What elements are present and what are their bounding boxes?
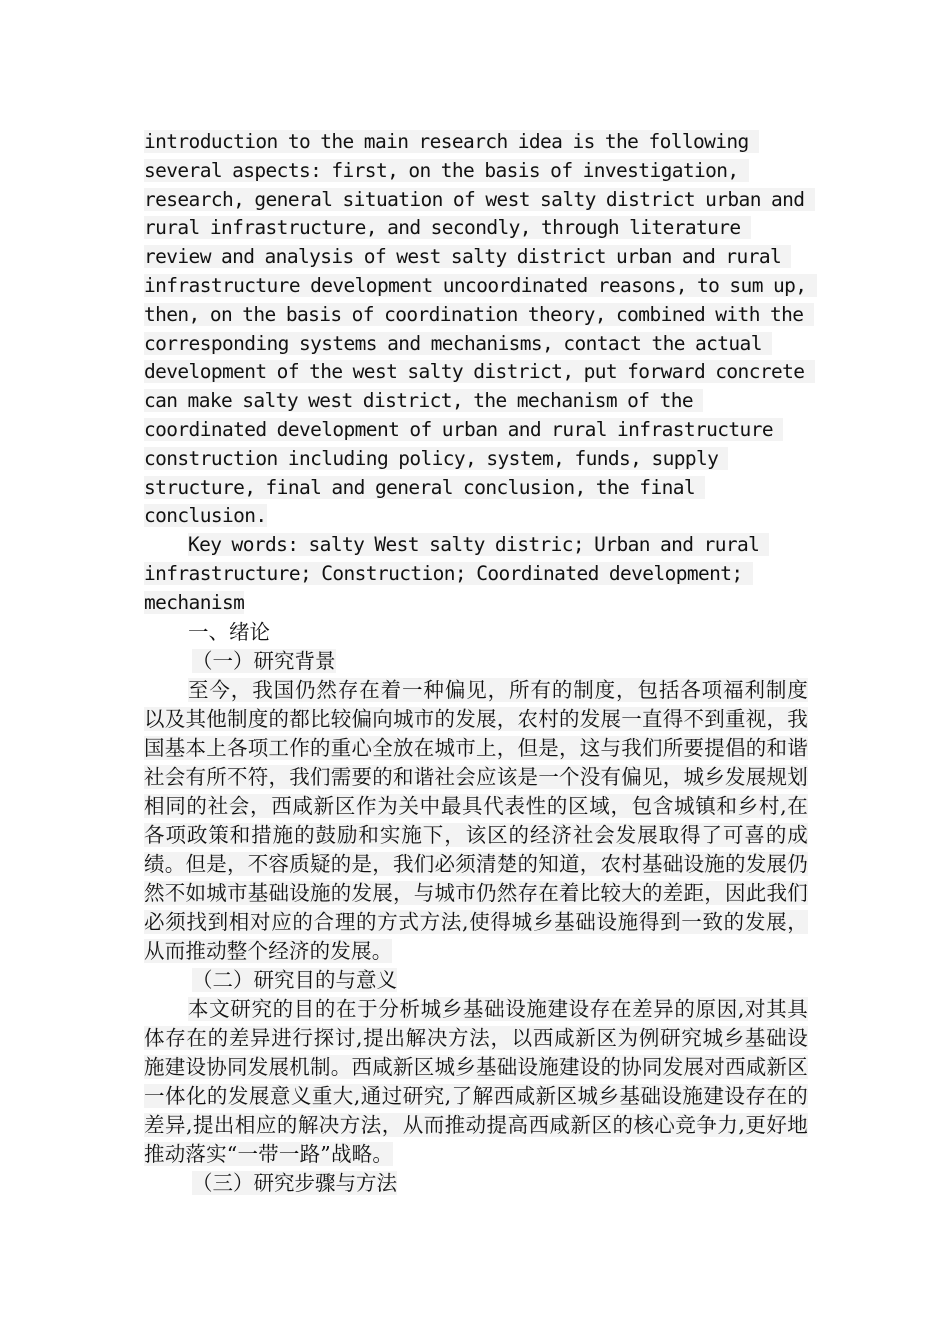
abstract-keywords bbox=[144, 531, 808, 617]
document-page bbox=[144, 128, 817, 1198]
subsection-title-purpose: （二）研究目的与意义 bbox=[192, 967, 397, 992]
subsection-title-background: （一）研究背景 bbox=[192, 648, 336, 673]
subsection-title-methods: （三）研究步骤与方法 bbox=[192, 1170, 397, 1195]
abstract-body bbox=[144, 128, 817, 531]
paragraph-purpose: 本文研究的目的在于分析城乡基础设施建设存在差异的原因,对其具体存在的差异进行探讨,提出解决方法，以西咸新区为例研究城乡基础设施建设协同发展机制。西咸新区城乡基础设施建设的协同发展对西咸新区一体化的发展意义重大,通过研究,了解西咸新区城乡基础设施建设存在的差异,提出相应的解决方法，从而推动提高西咸新区的核心竞争力,更好地推动落实“一带一路”战略。 bbox=[144, 996, 808, 1166]
abstract-keywords-text: Key words: salty West salty distric; Urban and rural infrastructure; Construction; Coordinated development; mechanism bbox=[144, 533, 770, 614]
paragraph-background: 至今，我国仍然存在着一种偏见，所有的制度，包括各项福利制度以及其他制度的都比较偏向城市的发展，农村的发展一直得不到重视，我国基本上各项工作的重心全放在城市上，但是，这与我们所要提倡的和谐社会有所不符，我们需要的和谐社会应该是一个没有偏见，城乡发展规划相同的社会，西咸新区作为关中最具代表性的区域，包含城镇和乡村,在各项政策和措施的鼓励和实施下，该区的经济社会发展取得了可喜的成绩。但是，不容质疑的是，我们必须清楚的知道，农村基础设施的发展仍然不如城市基础设施的发展，与城市仍然存在着比较大的差距，因此我们必须找到相对应的合理的方式方法,使得城乡基础设施得到一致的发展，从而推动整个经济的发展。 bbox=[144, 677, 808, 963]
abstract-body-text: introduction to the main research idea is the following several aspects: first, on the basis of investigation, research, general situation of west salty district urban and rural infrastructure, and secondly, through literature review and analysis of west salty district urban and rural infrastructure development uncoordinated reasons, to sum up, then, on the basis of coordination theory, combined with the corresponding systems and mechanisms, contact the actual development of the west salty district, put forward concrete can make salty west district, the mechanism of the coordinated development of urban and rural infrastructure construction including policy, system, funds, supply structure, final and general conclusion, the final conclusion. bbox=[144, 130, 817, 528]
section-title: 一、绪论 bbox=[188, 619, 270, 644]
